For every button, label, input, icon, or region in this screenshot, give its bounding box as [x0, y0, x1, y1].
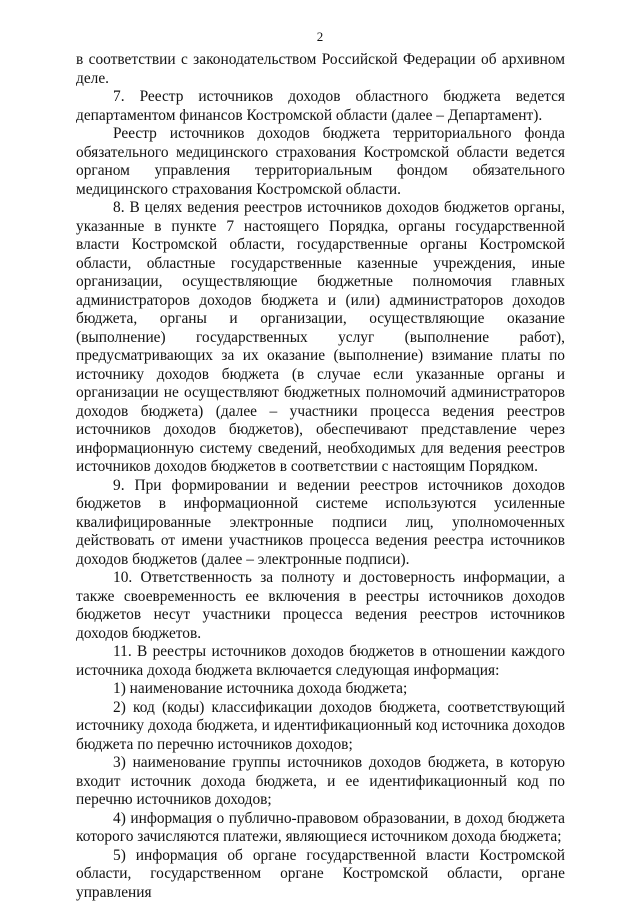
list-item-1: 1) наименование источника дохода бюджета;: [113, 680, 408, 697]
paragraph-7: 7. Реестр источников доходов областного бюджета ведется департаментом финансов Костромской области (далее – Департамент).: [76, 88, 565, 124]
paragraph-8: 8. В целях ведения реестров источников доходов бюджетов органы, указанные в пункте 7 настоящего Порядка, органы государственной власти Костромской области, государственные органы Костромской области, областные государственные казенные учреждения, иные организации, осуществляющие бюджетные полномочия главных администраторов доходов бюджета и (или) администраторов доходов бюджета, органы и организации, осуществляющие оказание (выполнение) государственных услуг (выполнение работ), предусматривающих за их оказание (выполнение) взимание платы по источнику доходов бюджета (в случае если указанные органы и организации не осуществляют бюджетных полномочий администраторов доходов бюджета) (далее – участники процесса ведения реестров источников доходов бюджетов), обеспечивают представление через информационную систему сведений, необходимых для ведения реестров источников доходов бюджетов в соответствии с настоящим Порядком.: [76, 199, 565, 475]
paragraph-11: 11. В реестры источников доходов бюджетов в отношении каждого источника дохода бюджета включается следующая информация:: [76, 643, 565, 679]
list-item-2: 2) код (коды) классификации доходов бюджета, соответствующий источнику дохода бюджета, и идентификационный код источника доходов бюджета по перечню источников доходов;: [76, 698, 565, 753]
paragraph-7-fund-registry: Реестр источников доходов бюджета территориального фонда обязательного медицинского страхования Костромской области ведется органом управления территориальным фондом обязательного медицинского страхования Костромской области.: [76, 125, 565, 198]
paragraph-continuation: в соответствии с законодательством Российской Федерации об архивном деле.: [76, 51, 565, 87]
paragraph-9: 9. При формировании и ведении реестров источников доходов бюджетов в информационной системе используются усиленные квалифицированные электронные подписи лиц, уполномоченных действовать от имени участников процесса ведения реестра источников доходов бюджетов (далее – электронные подписи).: [76, 476, 565, 568]
list-item-5: 5) информация об органе государственной власти Костромской области, государственном органе Костромской области, органе управления: [76, 846, 565, 901]
paragraph-10: 10. Ответственность за полноту и достоверность информации, а также своевременность ее включения в реестры источников доходов бюджетов несут участники процесса ведения реестров источников доходов бюджетов.: [76, 569, 565, 642]
page-number: 2: [316, 29, 324, 44]
document-body: [76, 51, 565, 902]
list-item-3: 3) наименование группы источников доходов бюджета, в которую входит источник дохода бюджета, и ее идентификационный код по перечню источников доходов;: [76, 754, 565, 808]
list-item-4: 4) информация о публично-правовом образовании, в доход бюджета которого зачисляются платежи, являющиеся источником дохода бюджета;: [76, 809, 565, 845]
